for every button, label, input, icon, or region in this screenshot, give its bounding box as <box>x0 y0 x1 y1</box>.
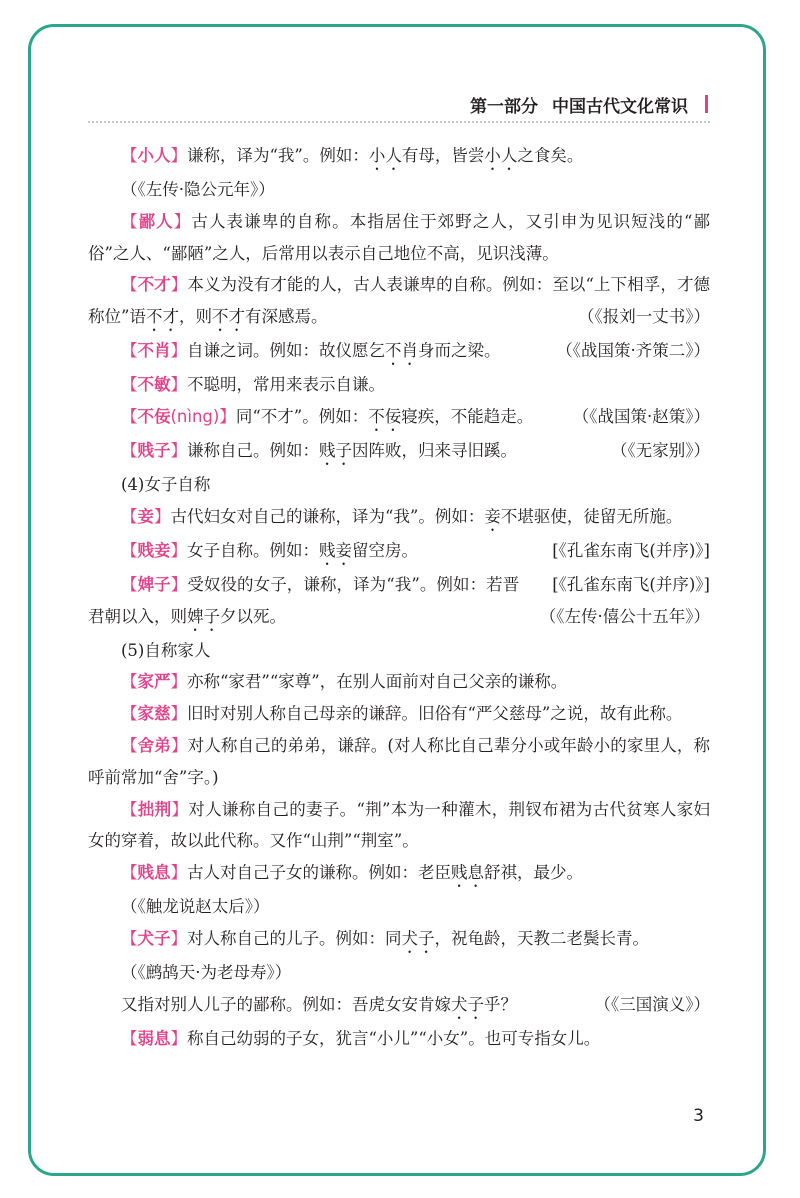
example: 不佞寝疾，不能趋走。 <box>368 406 534 426</box>
definition: 对人称自己的儿子。例如： <box>187 928 385 948</box>
term-label: 【贱子】 <box>121 440 187 460</box>
page-number: 3 <box>693 1106 704 1126</box>
example: 至以“上下相孚，才德称位”语不才，则不才有深感焉。 <box>88 275 711 327</box>
term-label: 【犬子】 <box>121 928 187 948</box>
source-citation: （《左传·僖公十五年》） <box>539 606 710 626</box>
source-citation: [《孔雀东南飞(并序)》] <box>552 540 710 560</box>
definition: 旧时对别人称自己母亲的谦辞。旧俗有“严父慈母”之说，故有此称。 <box>187 704 683 724</box>
entry-jianzi <box>88 435 710 469</box>
definition: 受奴役的女子，谦称，译为“我”。例如： <box>187 574 487 594</box>
source-citation: [《孔雀东南飞(并序)》] <box>552 574 710 594</box>
source-citation: （《战国策·赵策》） <box>572 406 710 426</box>
entry-quanzi <box>88 923 710 989</box>
header-rule <box>88 121 710 123</box>
term-label: 【舍弟】 <box>121 735 188 755</box>
source-citation: （《左传·隐公元年》） <box>121 180 275 199</box>
term-label: 【鄙人】 <box>121 211 192 231</box>
definition: 对人称自己的弟弟，谦辞。(对人称比自己辈分小或年龄小的家里人，称呼前常加“舍”字。) <box>88 735 711 787</box>
example: 妾不堪驱使，徒留无所施。 <box>484 506 683 526</box>
source-citation: （《鹧鸪天·为老母寿》） <box>121 962 292 982</box>
example: 贱子因阵败，归来寻旧蹊。 <box>319 440 517 460</box>
entry-jiayan <box>88 666 710 698</box>
term-label: 【家严】 <box>121 672 187 692</box>
definition: 本义为没有才能的人，古人表谦卑的自称。例如： <box>187 275 553 295</box>
term-label: 【拙荆】 <box>121 799 189 819</box>
example: 同犬子，祝龟龄，天教二老鬓长青。 <box>385 928 649 948</box>
example: 小人有母，皆尝小人之食矣。 <box>368 146 584 165</box>
entry-quanzi-also <box>88 989 710 1023</box>
term-label: 【贱妾】 <box>121 540 187 560</box>
entry-ruoxi <box>88 1023 710 1055</box>
definition: 古代妇女对自己的谦称，译为“我”。例如： <box>170 506 485 526</box>
example: 贱妾留空房。 <box>319 540 418 560</box>
entry-buxiao <box>88 335 710 369</box>
header-part: 第一部分 <box>470 97 538 117</box>
section-heading-5: (5)自称家人 <box>121 640 211 660</box>
definition: 又指对别人儿子的鄙称。例如： <box>121 994 352 1014</box>
example: 若晋君朝以入，则婢子夕以死。 <box>88 574 520 626</box>
definition: 自谦之词。例如： <box>187 341 319 361</box>
header-text <box>470 92 688 117</box>
entry-biren <box>88 206 710 270</box>
entry-jianxi <box>88 857 710 923</box>
source-citation: （《无家别》） <box>611 440 710 460</box>
term-label: 【家慈】 <box>121 704 187 724</box>
definition: 同“不才”。例如： <box>235 406 369 426</box>
term-label: 【妾】 <box>121 506 171 526</box>
definition: 古人表谦卑的自称。本指居住于郊野之人，又引申为见识短浅的“鄙俗”之人、“鄙陋”之人，后常用以表示自己地位不高，见识浅薄。 <box>88 211 711 263</box>
entry-zhuojing <box>88 794 710 858</box>
example: 老臣贱息舒祺，最少。 <box>418 863 583 883</box>
term-label: 【不才】 <box>121 275 188 295</box>
example: 吾虎女安肯嫁犬子乎？ <box>352 994 517 1014</box>
definition: 女子自称。例如： <box>187 540 319 560</box>
term-label: 【小人】 <box>121 146 187 165</box>
definition: 谦称自己。例如： <box>187 440 319 460</box>
source-citation: （《三国演义》） <box>594 994 710 1014</box>
term-label: 【贱息】 <box>121 863 187 883</box>
source-citation: （《触龙说赵太后》） <box>121 897 270 917</box>
definition: 亦称“家君”“家尊”，在别人面前对自己父亲的谦称。 <box>187 672 568 692</box>
definition: 称自己幼弱的子女，犹言“小儿”“小女”。也可专指女儿。 <box>187 1028 601 1048</box>
entry-shedi <box>88 730 710 794</box>
term-label: 【不佞(nìng)】 <box>121 406 236 426</box>
entry-jiaci <box>88 698 710 730</box>
section-heading-4: (4)女子自称 <box>121 474 211 494</box>
entry-bumin <box>88 369 710 401</box>
header-accent-bar <box>705 95 708 113</box>
entry-xiaoren <box>88 140 710 206</box>
term-label: 【不敏】 <box>121 375 187 395</box>
definition: 不聪明，常用来表示自谦。 <box>187 375 385 395</box>
page-content <box>88 140 710 1055</box>
entry-bucai <box>88 269 710 335</box>
source-citation: （《战国策·齐策二》） <box>556 341 710 361</box>
definition: 对人谦称自己的妻子。“荆”本为一种灌木，荆钗布裙为古代贫寒人家妇女的穿着，故以此代称。又作“山荆”“荆室”。 <box>88 799 711 851</box>
example: 故仪愿乞不肖身而之梁。 <box>319 341 501 361</box>
header-title: 中国古代文化常识 <box>552 97 688 117</box>
source-citation: （《报刘一丈书》） <box>578 307 710 327</box>
running-header <box>88 92 710 122</box>
term-label: 【不肖】 <box>121 341 187 361</box>
definition: 古人对自己子女的谦称。例如： <box>187 863 418 883</box>
entry-buning <box>88 401 710 435</box>
term-label: 【弱息】 <box>121 1028 187 1048</box>
definition: 谦称，译为“我”。例如： <box>187 146 369 165</box>
term-label: 【婢子】 <box>121 574 188 594</box>
